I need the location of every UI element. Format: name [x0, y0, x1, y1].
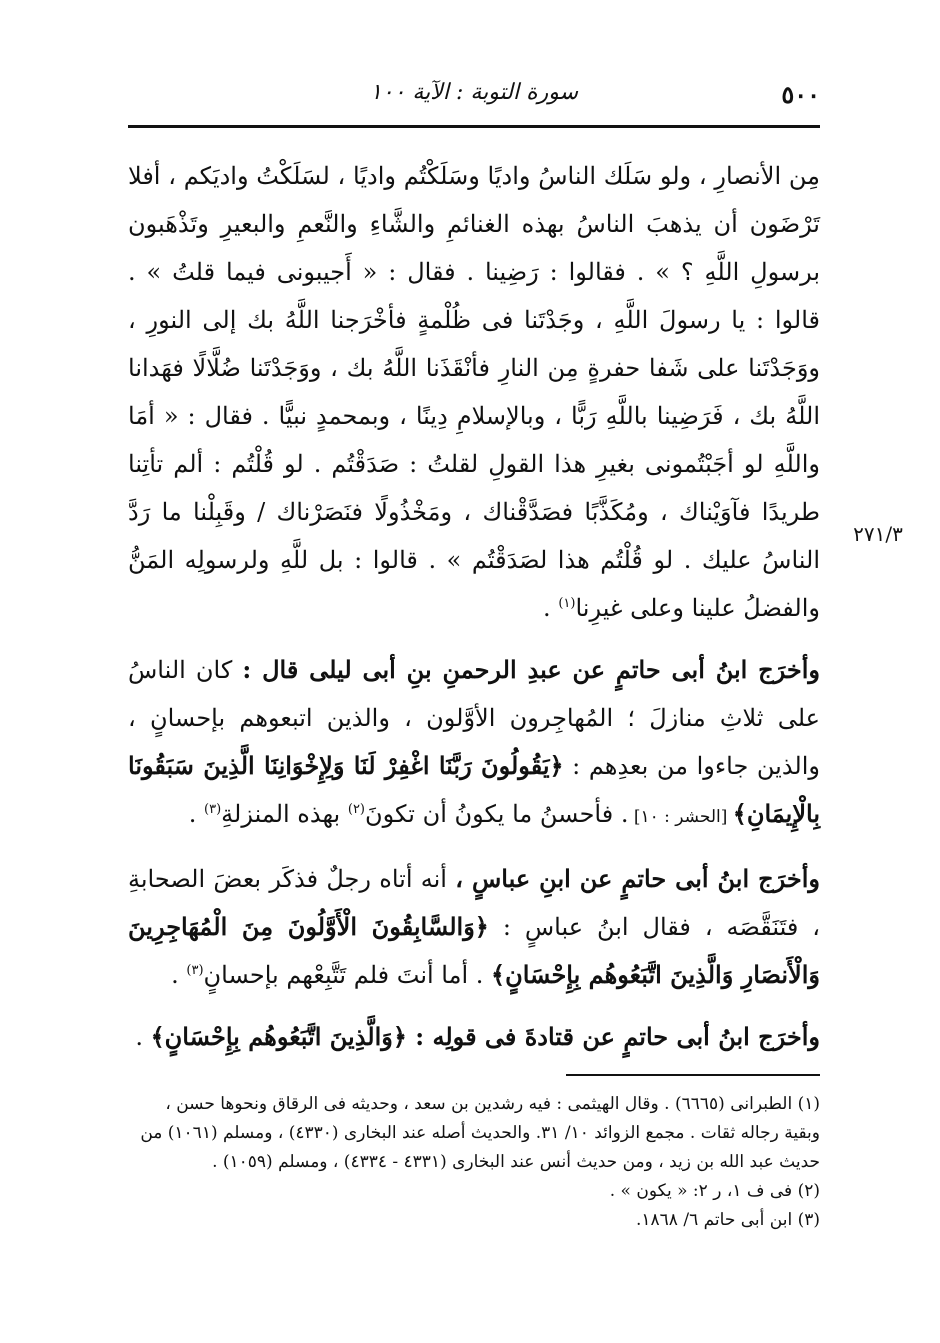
paragraph-lead: وأخرَج ابنُ أبى حاتمٍ عن قتادةَ فى قولِه : [415, 1022, 820, 1051]
paragraph-1 [128, 152, 820, 632]
paragraph-text: أنه أتاه رجلٌ فذكَر بعضَ الصحابةِ ، فتَنَقَّصَه ، فقال ابنُ عباسٍ : [128, 865, 820, 941]
footnotes [128, 1090, 820, 1235]
margin-volume-page-note: ٢٧١/٣ [853, 522, 903, 546]
footnote-marker: (١) [558, 596, 576, 611]
footnote-marker: (٣) [186, 963, 204, 978]
paragraph-text: . فأحسنُ ما يكونُ أن تكونَ [365, 800, 629, 828]
quran-verse: ﴿وَالَّذِينَ اتَّبَعُوهُم بِإِحْسَانٍ﴾ [150, 1022, 416, 1051]
paragraph-text: . أما أنتَ فلم تَتَّبِعْهم بإحسانٍ [203, 961, 492, 989]
paragraph-2 [128, 646, 820, 841]
quran-verse: ﴿وَالسَّابِقُونَ الْأَوَّلُونَ مِنَ الْمُهَاجِرِينَ وَالْأَنصَارِ وَالَّذِينَ اتَّبَعُوهُم بِإِحْسَانٍ﴾ [128, 912, 820, 989]
paragraph-3 [128, 855, 820, 999]
paragraph-4 [128, 1013, 820, 1061]
paragraph-text: كان الناسُ على ثلاثِ منازلَ ؛ المُهاجِرون الأوَّلون ، والذين اتبعوهم بإحسانٍ ، والذين جاءوا من بعدِهم : [128, 656, 820, 780]
footnote-1: (١) الطبرانى (٦٦٦٥) . وقال الهيثمى : فيه رشدين بن سعد ، وحديثه فى الرقاق ونحوها حسن ، وبقية رجاله ثقات . مجمع الزوائد ١٠/ ٣١. والحديث أصله عند البخارى (٤٣٣٠) ، ومسلم (١٠٦١) من حديث عبد الله بن زيد ، ومن حديث أنس عند البخارى (٤٣٣١ - ٤٣٣٤) ، ومسلم (١٠٥٩) . [140, 1094, 820, 1172]
page-number: ٥٠٠ [781, 80, 820, 109]
paragraph-lead: وأخرَج ابنُ أبى حاتمٍ عن ابنِ عباسٍ ، [455, 864, 820, 893]
paragraph-lead: وأخرَج ابنُ أبى حاتمٍ عن عبدِ الرحمنِ بنِ أبى ليلى قال : [242, 655, 820, 684]
footnote-3: (٣) ابن أبى حاتم ٦/ ١٨٦٨. [635, 1210, 820, 1230]
quran-verse: ﴿يَقُولُونَ رَبَّنَا اغْفِرْ لَنَا وَلِإِخْوَانِنَا الَّذِينَ سَبَقُونَا بِالْإِيمَانِ﴾ [128, 751, 820, 828]
footnote-marker: (٣) [204, 802, 222, 817]
verse-reference: [الحشر : ١٠] [628, 807, 733, 827]
paragraph-tail: . [135, 1023, 151, 1051]
paragraph-tail: . [171, 961, 187, 989]
footnote-2: (٢) فى ف ١، ر ٢: « يكون » . [609, 1181, 820, 1201]
header-rule [128, 125, 820, 128]
paragraph-text: بهذه المنزلةِ [221, 800, 348, 828]
page-header [128, 80, 820, 120]
paragraph-tail: . [188, 800, 205, 828]
paragraph-text: مِن الأنصارِ ، ولو سَلَك الناسُ واديًا وسَلَكْتُم واديًا ، لسَلَكْتُ واديَكم ، أفلا تَرْضَون أن يذهبَ الناسُ بهذه الغنائمِ والشَّاءِ والنَّعمِ والبعيرِ وتَذْهَبون برسولِ اللَّهِ ؟ » . فقالوا : رَضِينا . فقال : « أَجيبونى فيما قلتُ » . قالوا : يا رسولَ اللَّهِ ، وجَدْتَنا فى ظُلْمةٍ فأخْرَجنا اللَّهُ بك إلى النورِ ، ووَجَدْتَنا على شَفا حفرةٍ مِن النارِ فأنْقَذَنا اللَّهُ بك ، ووَجَدْتَنا ضُلَّالًا فهَدانا اللَّهُ بك ، فَرَضِينا باللَّهِ رَبًّا ، وبالإسلامِ دِينًا ، وبمحمدٍ نبيًّا . فقال : « أمَا واللَّهِ لو أجَبْتُمونى بغيرِ هذا القولِ لقلتُ : صَدَقْتُم . لو قُلْتُم : ألم تأتِنا طريدًا فآوَيْناك ، ومُكَذَّبًا فصَدَّقْناك ، ومَخْذُولًا فنَصَرْناك / وقَبِلْنا ما رَدَّ الناسُ عليك . لو قُلْتُم هذا لصَدَقْتُم » . قالوا : بل للَّهِ ولرسولِه المَنُّ والفضلُ علينا وعلى غيرِنا [128, 162, 820, 622]
main-text [128, 152, 820, 1061]
footnote-rule [566, 1074, 820, 1076]
running-title: سورة التوبة : الآية ١٠٠ [369, 80, 579, 105]
paragraph-tail: . [543, 594, 559, 622]
footnote-marker: (٢) [347, 802, 365, 817]
